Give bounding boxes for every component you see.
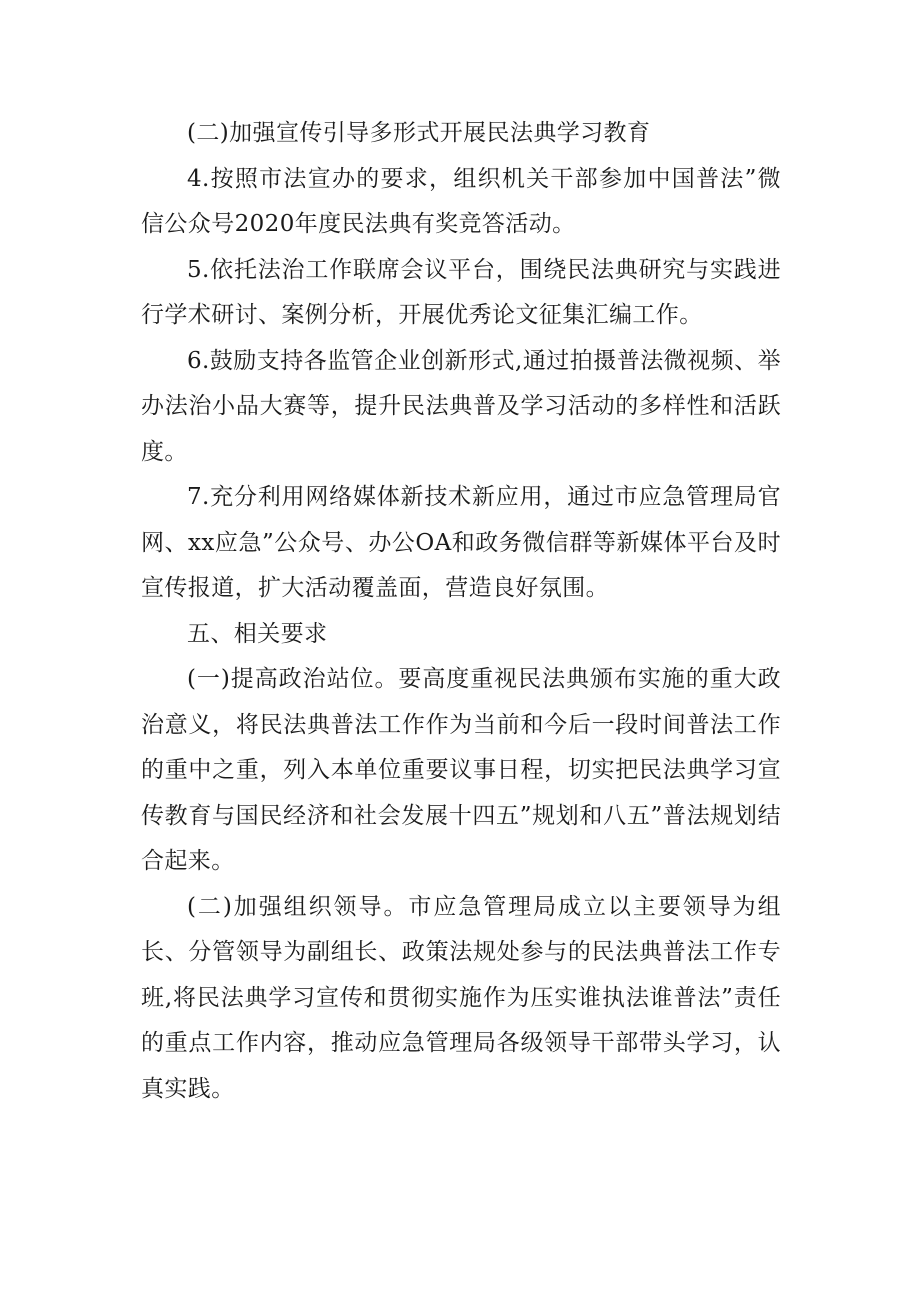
paragraph-requirement-2: (二)加强组织领导。市应急管理局成立以主要领导为组长、分管领导为副组长、政策法规处参与的民法典普法工作专班,将民法典学习宣传和贯彻实施作为压实谁执法谁普法”责任的重点工作内容，推动应急管理局各级领导干部带头学习，认真实践。 [141, 893, 781, 1102]
paragraph-item-4: 4.按照市法宣办的要求，组织机关干部参加中国普法”微信公众号2020年度民法典有奖竞答活动。 [141, 165, 781, 237]
document-body [141, 111, 781, 1112]
paragraph-requirement-1: (一)提高政治站位。要高度重视民法典颁布实施的重大政治意义，将民法典普法工作作为当前和今后一段时间普法工作的重中之重，列入本单位重要议事日程，切实把民法典学习宣传教育与国民经济和社会发展十四五”规划和八五”普法规划结合起来。 [141, 666, 781, 874]
paragraph-item-6: 6.鼓励支持各监管企业创新形式,通过拍摄普法微视频、举办法治小品大赛等，提升民法典普及学习活动的多样性和活跃度。 [141, 347, 781, 465]
section-heading-publicity: (二)加强宣传引导多形式开展民法典学习教育 [187, 120, 651, 146]
paragraph-item-7: 7.充分利用网络媒体新技术新应用，通过市应急管理局官网、xx应急”公众号、办公OA和政务微信群等新媒体平台及时宣传报道，扩大活动覆盖面，营造良好氛围。 [141, 484, 781, 601]
section-heading-requirements: 五、相关要求 [187, 620, 328, 647]
paragraph-item-5: 5.依托法治工作联席会议平台，围绕民法典研究与实践进行学术研讨、案例分析，开展优秀论文征集汇编工作。 [141, 256, 781, 328]
